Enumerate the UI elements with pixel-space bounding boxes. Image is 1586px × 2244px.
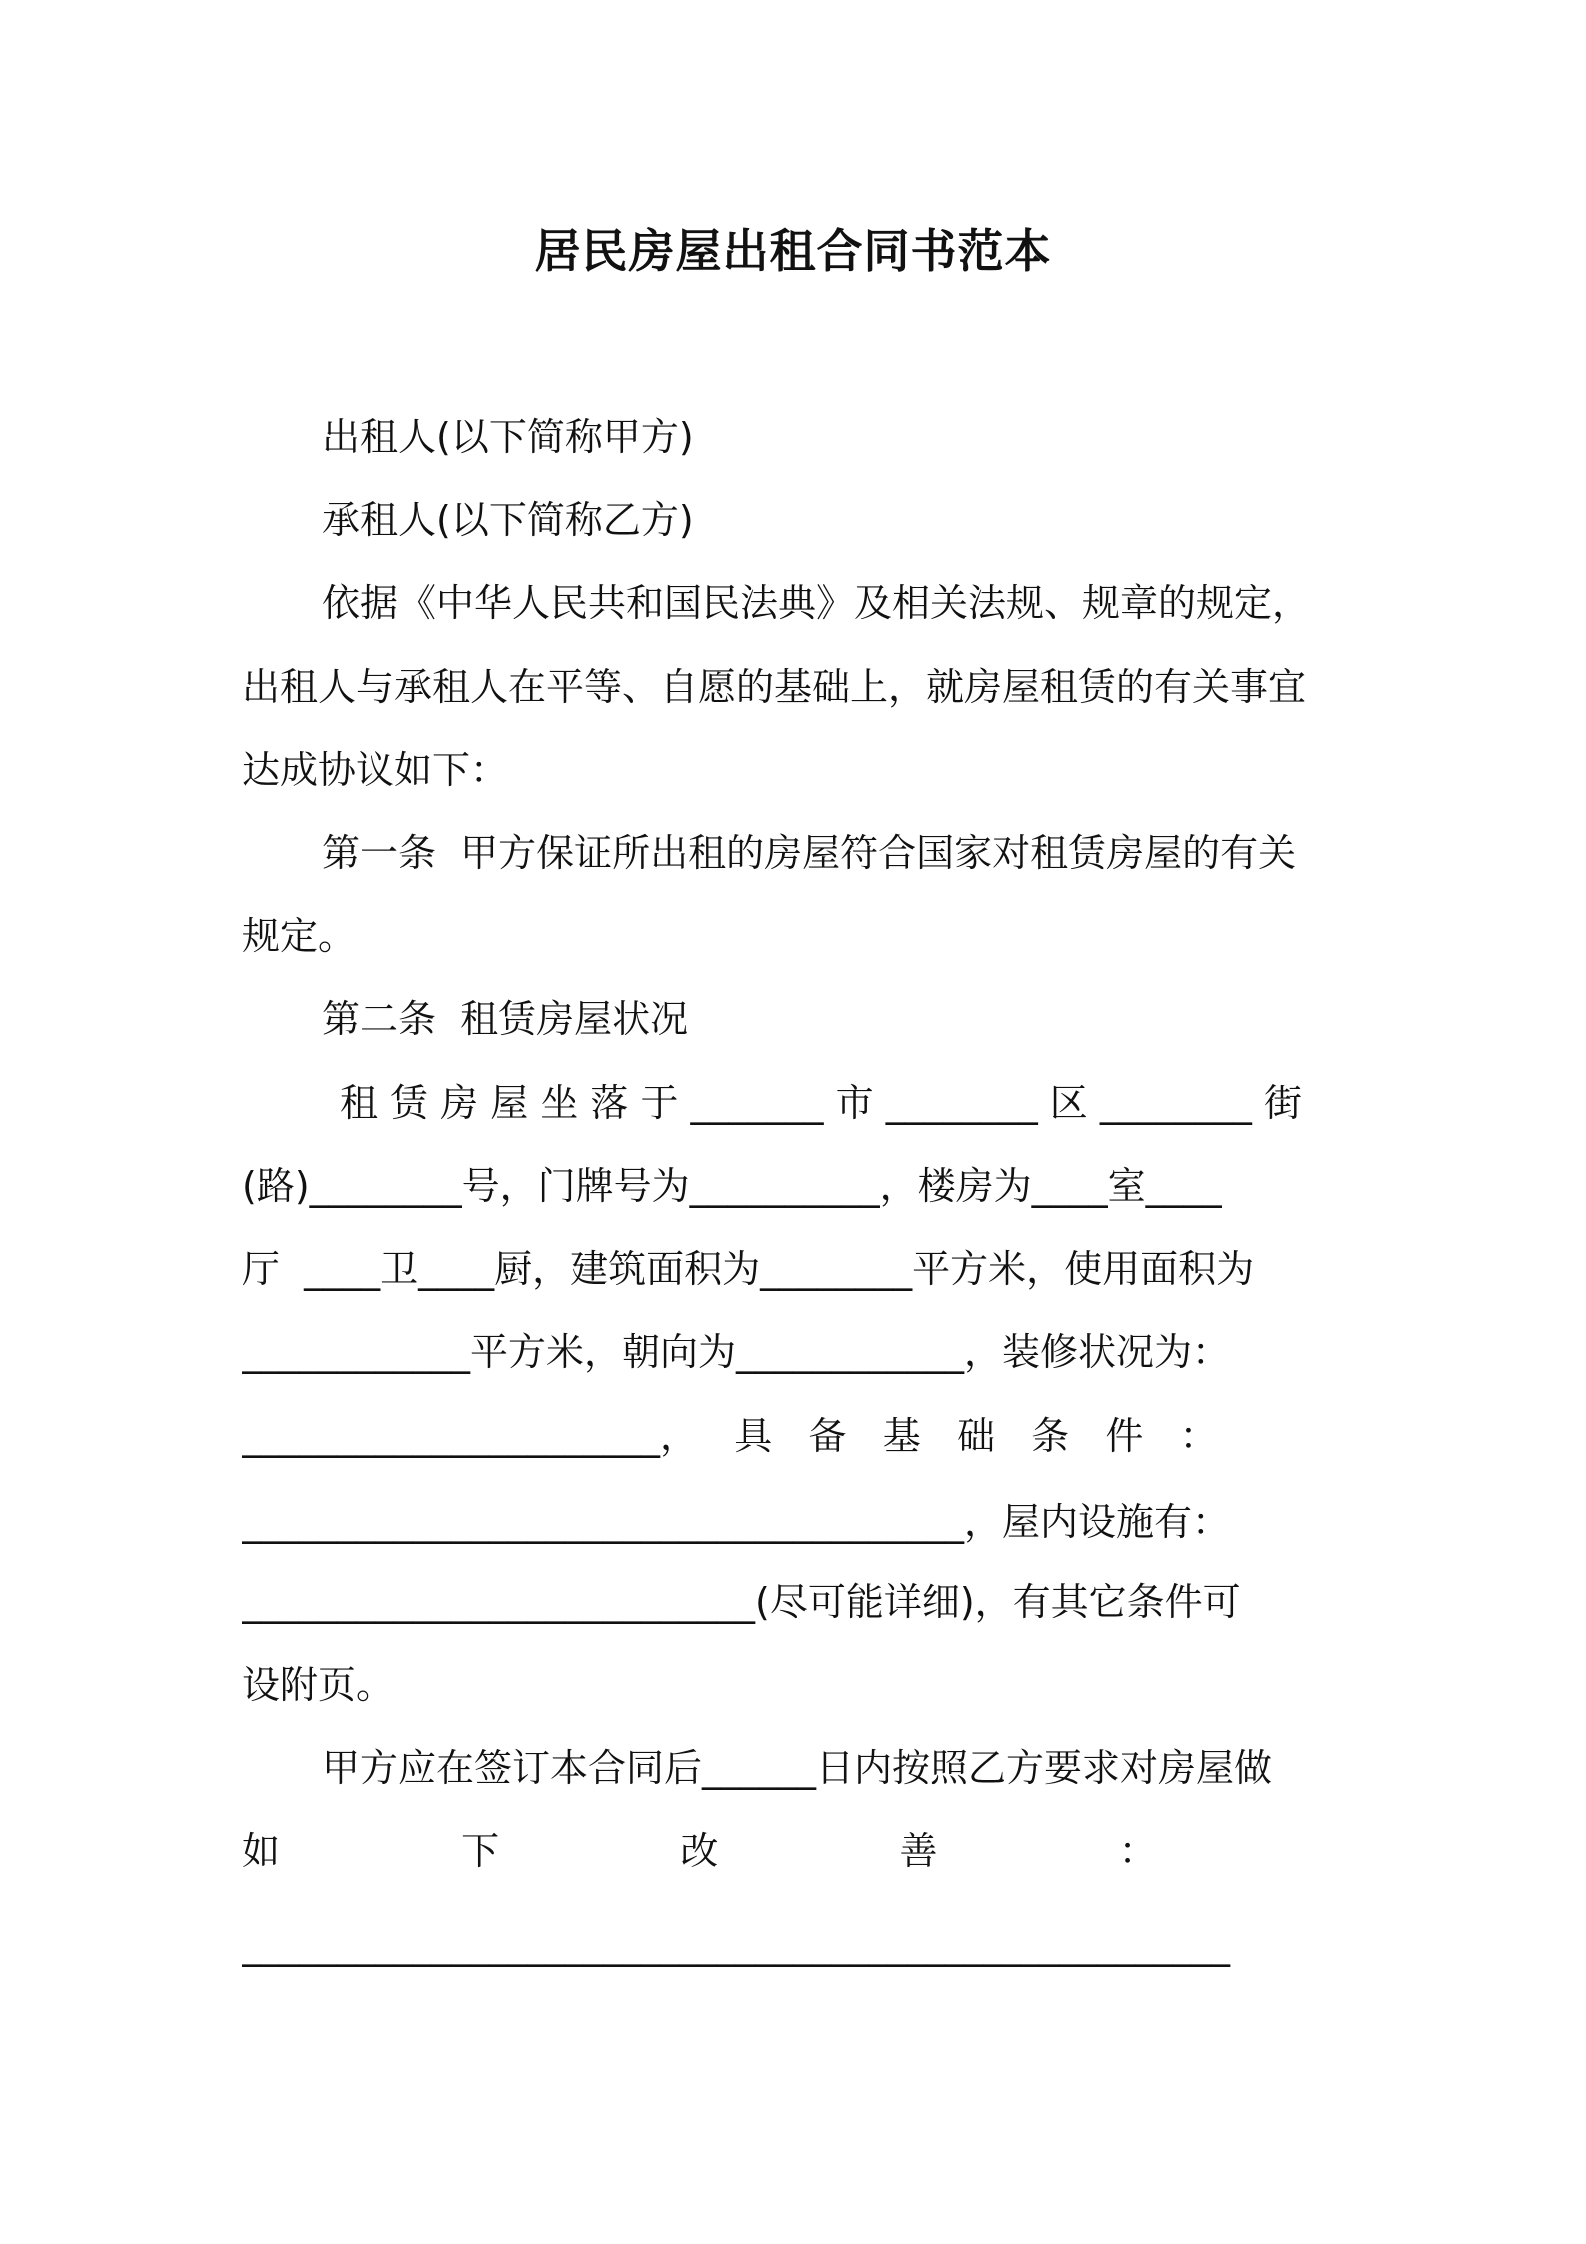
article-1-line-1: 第一条 甲方保证所出租的房屋符合国家对租赁房屋的有关 [322, 831, 1297, 875]
preamble-line-3: 达成协议如下： [242, 748, 509, 792]
article-1-line-2: 规定。 [242, 914, 357, 958]
improvement-line-1: 甲方应在签订本合同后______日内按照乙方要求对房屋做 [322, 1746, 1273, 1790]
details-line: ___________________________(尽可能详细)，有其它条件可 [242, 1580, 1241, 1624]
preamble-line-2: 出租人与承租人在平等、自愿的基础上，就房屋租赁的有关事宜 [242, 665, 1307, 709]
location-line-1: 租 赁 房 屋 坐 落 于 _______ 市 ________ 区 ________ 街 [340, 1081, 1302, 1125]
preamble-line-1: 依据《中华人民共和国民法典》及相关法规、规章的规定， [322, 581, 1311, 625]
landlord-line: 出租人(以下简称甲方) [322, 415, 694, 459]
improvement-blank-line: ____________________________________________________ [242, 1923, 1230, 1967]
improvement-line-2: 如 下 改 善 ： [242, 1829, 1157, 1873]
article-2-heading: 第二条 租赁房屋状况 [322, 997, 689, 1041]
appendix-line: 设附页。 [242, 1663, 395, 1707]
location-line-2: (路)________号，门牌号为__________，楼房为____室____ [242, 1164, 1222, 1208]
facilities-line: ______________________________________，屋内设施有： [242, 1500, 1231, 1544]
basic-conditions-line: ______________________， 具 备 基 础 条 件 ： [242, 1414, 1218, 1458]
location-line-4: ____________平方米，朝向为____________，装修状况为： [242, 1330, 1231, 1374]
location-line-3: 厅 ____卫____厨，建筑面积为________平方米，使用面积为 [242, 1247, 1255, 1291]
document-title: 居民房屋出租合同书范本 [534, 224, 1052, 278]
tenant-line: 承租人(以下简称乙方) [322, 498, 694, 542]
